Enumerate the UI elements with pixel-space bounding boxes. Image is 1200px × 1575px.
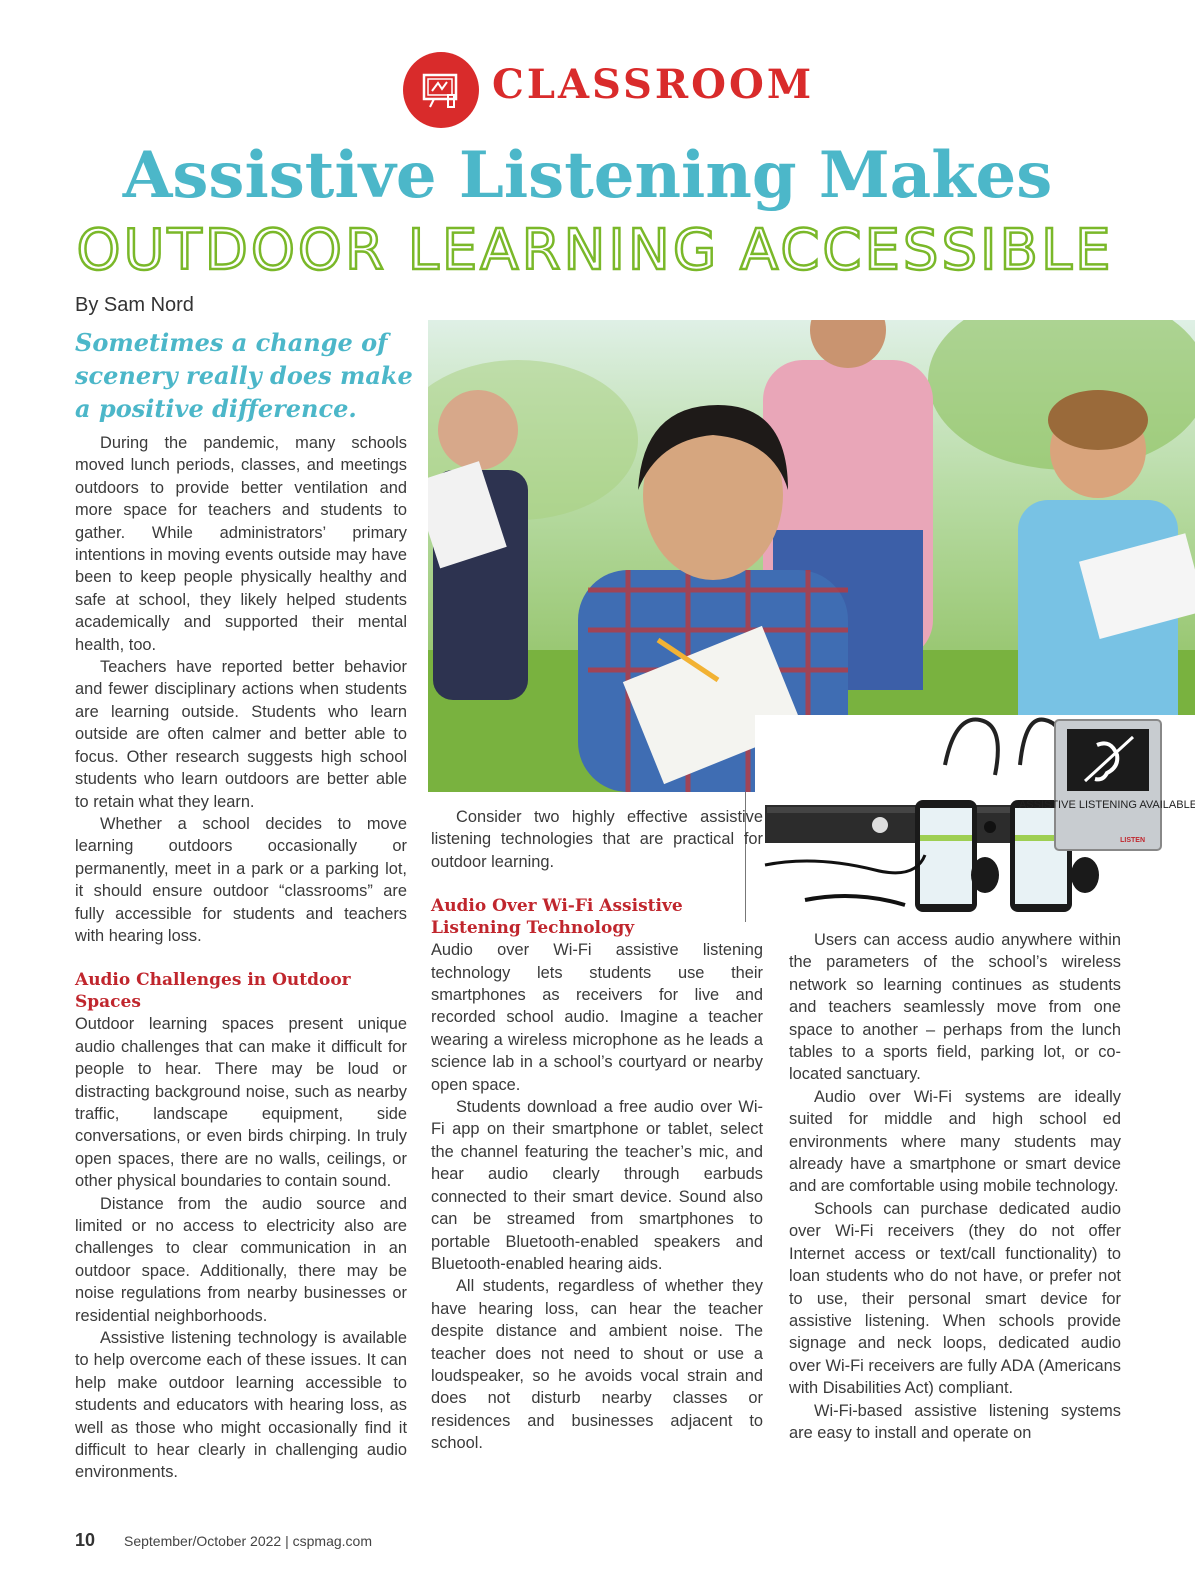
sign-brand: LISTEN (1120, 837, 1145, 844)
byline: By Sam Nord (75, 294, 194, 316)
paragraph: Students download a free audio over Wi-Fi app on their smartphone or tablet, select the channel featuring the teacher’s mic, and hear audio clearly through earbuds connected to their smart device. Sound also can be streamed from smartphones to portable Bluetooth-enabled speakers and Bluetooth-enabled hearing aids. (431, 1098, 763, 1273)
paragraph: Consider two highly effective assistive listening technologies that are practical for outdoor learning. (431, 808, 763, 871)
paragraph: Assistive listening technology is available to help overcome each of these issues. It can help make outdoor learning accessible to students and educators with hearing loss, as well as those who might occasionally find it difficult to hear clearly in challenging audio environments. (75, 1329, 407, 1482)
paragraph: Audio over Wi-Fi systems are ideally suited for middle and high school ed environments where many students may already have a smartphone or smart device and are comfortable using mobile technology. (789, 1087, 1121, 1196)
column-1 (75, 432, 407, 1484)
paragraph: Teachers have reported better behavior and fewer disciplinary actions when students are learning outside. Students who learn outside are often calmer and better able to focus. Other research suggests high school students who learn outdoors are better able to retain what they learn. (75, 658, 407, 811)
footer-issue: September/October 2022 | cspmag.com (124, 1533, 372, 1549)
easel-icon (420, 69, 462, 111)
page-number: 10 (75, 1530, 96, 1550)
section-heading: Audio Over Wi-Fi Assistive Listening Technology (431, 896, 683, 939)
section-badge (403, 52, 479, 128)
article-title: Assistive Listening Makes (122, 138, 1053, 213)
paragraph: Schools can purchase dedicated audio over Wi-Fi receivers (they do not offer Internet access or text/call functionality) to loan students who do not have, or prefer not to use, their personal smart device for assistive listening. When schools provide signage and neck loops, dedicated audio over Wi-Fi receivers are fully ADA (Americans with Disabilities Act) compliant. (789, 1199, 1121, 1398)
sign-text: ASSISTIVE LISTENING AVAILABLE (1018, 799, 1195, 811)
paragraph: Distance from the audio source and limited or no access to electricity also are challenges to clear communication in an outdoor space. Additionally, there may be noise regulations from nearby businesses or residential neighborhoods. (75, 1194, 407, 1325)
paragraph: Audio over Wi-Fi assistive listening technology lets students use their smartphones as receivers for live and recorded school audio. Imagine a teacher wearing a wireless microphone as he leads a science lab in a school’s courtyard or nearby open space. (431, 941, 763, 1094)
article-subtitle: OUTDOOR LEARNING ACCESSIBLE (76, 218, 1114, 283)
section-label: CLASSROOM (492, 61, 815, 108)
paragraph: All students, regardless of whether they have hearing loss, can hear the teacher despite distance and ambient noise. The teacher does not need to shout or use a loudspeaker, so he avoids vocal strain and does not disturb nearby classes or residences and businesses adjacent to school. (431, 1277, 763, 1453)
column-3 (789, 929, 1121, 1444)
paragraph: Outdoor learning spaces present unique audio challenges that can make it difficult for people to hear. There may be loud or distracting background noise, such as nearby traffic, landscape equipment, side conversations, or even birds chirping. In truly open spaces, there are no walls, ceilings, or other physical boundaries to contain sound. (75, 1015, 407, 1191)
column-2 (431, 806, 763, 1455)
paragraph: Whether a school decides to move learning outdoors occasionally or permanently, meet in a park or a parking lot, it should ensure outdoor “classrooms” are fully accessible for students and teachers with hearing loss. (75, 814, 407, 945)
paragraph: Wi-Fi-based assistive listening systems are easy to install and operate on (789, 1401, 1121, 1442)
pull-quote: Sometimes a change of scenery really does make a positive difference. (75, 328, 413, 423)
section-heading: Audio Challenges in Outdoor Spaces (75, 970, 351, 1013)
paragraph: Users can access audio anywhere within the parameters of the school’s wireless network so learning continues as students and teachers seamlessly move from one space to another – perhaps from the lunch tables to a sports field, parking lot, or co-located sanctuary. (789, 931, 1121, 1084)
paragraph: During the pandemic, many schools moved lunch periods, classes, and meetings outdoors to provide better ventilation and more space for teachers and students to gather. While administrators’ primary intentions in moving events outside may have been to keep people physically healthy and safe at school, they likely helped students academically and supported their mental health, too. (75, 434, 407, 654)
assistive-listening-product-image (755, 715, 1195, 925)
